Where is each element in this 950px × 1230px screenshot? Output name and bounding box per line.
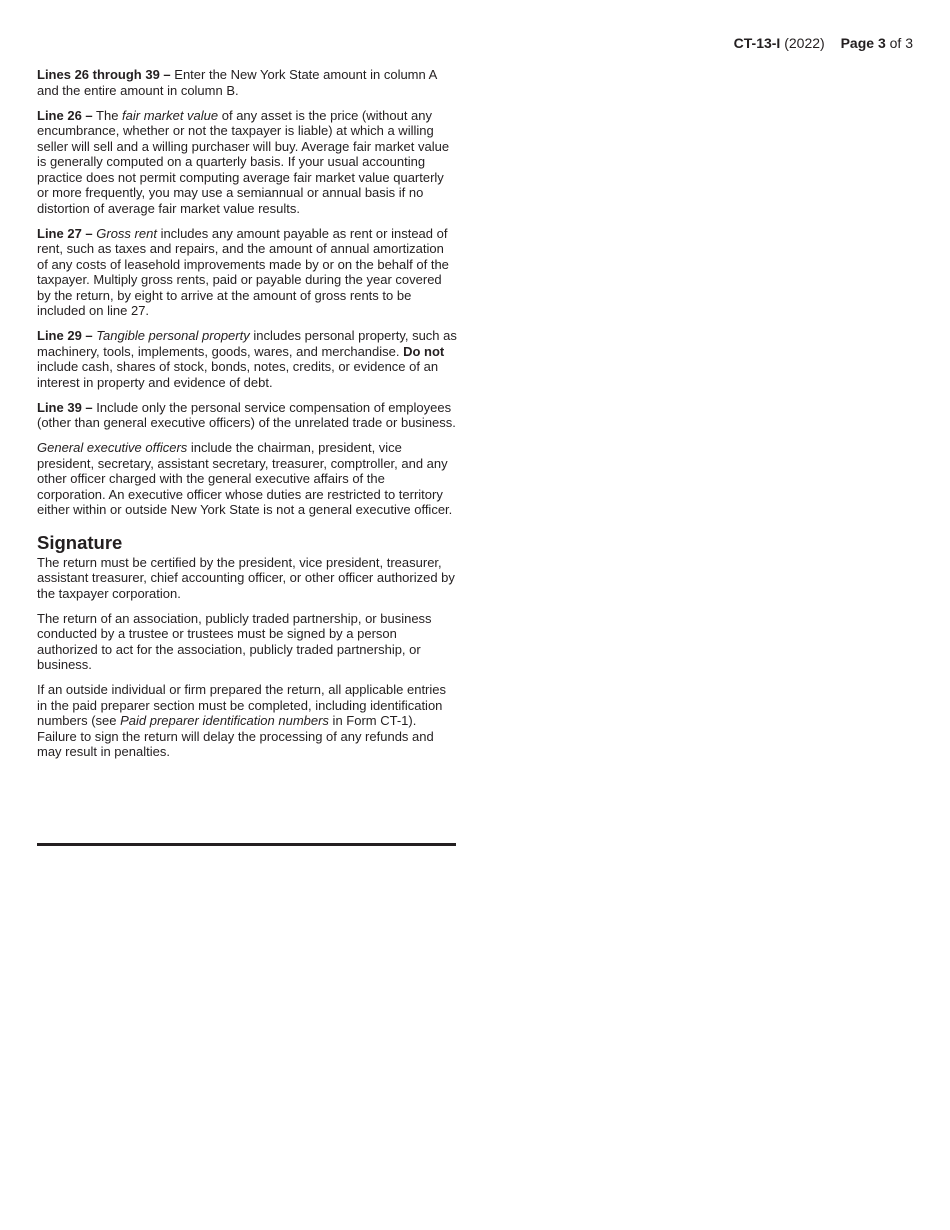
paragraph-text: in Form CT-1). Failure to sign the return will delay the processing of any refunds and may result in penalties. bbox=[37, 713, 434, 759]
paragraph-signature-paid-preparer bbox=[37, 682, 457, 760]
paragraph-label: Line 27 – bbox=[37, 225, 93, 241]
defined-term: Paid preparer identification numbers bbox=[120, 713, 329, 728]
form-year: (2022) bbox=[784, 35, 825, 51]
page-header bbox=[734, 35, 913, 52]
page-word: Page bbox=[840, 35, 875, 51]
paragraph-text: Include only the personal service compensation of employees (other than general executive officers) of the unrelated trade or business. bbox=[37, 399, 456, 430]
paragraph-label: Line 26 – bbox=[37, 107, 93, 123]
paragraph-text: The bbox=[92, 107, 123, 123]
paragraph-line-27 bbox=[37, 226, 457, 319]
paragraph-text: If an outside individual or firm prepared the return, all applicable entries in the paid preparer section must be completed, including identification numbers (see bbox=[37, 682, 447, 728]
defined-term: Tangible personal property bbox=[96, 328, 250, 343]
instructions-column bbox=[37, 67, 457, 769]
paragraph-text: include the chairman, president, vice president, secretary, assistant secretary, treasurer, comptroller, and any other officer charged with the general executive affairs of the corporation. An executive officer whose duties are restricted to territory either within or outside New York State is not a general executive officer. bbox=[37, 440, 453, 517]
page-total: 3 bbox=[905, 35, 913, 51]
paragraph-text: include cash, shares of stock, bonds, notes, credits, or evidence of an interest in property and evidence of debt. bbox=[37, 359, 439, 390]
paragraph-text: includes any amount payable as rent or instead of rent, such as taxes and repairs, and the amount of annual amortization of any costs of leasehold improvements made by or on the behalf of the taxpayer. Multiply gross rents, paid or payable during the year covered by the return, by eight to arrive at the amount of gross rents to be included on line 27. bbox=[37, 225, 449, 318]
paragraph-text: Enter the New York State amount in column A and the entire amount in column B. bbox=[37, 67, 437, 98]
paragraph-label: Line 39 – bbox=[37, 399, 93, 415]
paragraph-line-39 bbox=[37, 400, 457, 431]
paragraph-lines-26-39 bbox=[37, 67, 457, 98]
signature-heading: Signature bbox=[37, 531, 123, 553]
paragraph-label: Lines 26 through 39 – bbox=[37, 67, 171, 82]
emphasis-text: Do not bbox=[403, 343, 445, 359]
of-word: of bbox=[889, 35, 902, 51]
paragraph-text: includes personal property, such as machinery, tools, implements, goods, wares, and merchandise. bbox=[37, 328, 457, 359]
paragraph-signature-certification: The return must be certified by the president, vice president, treasurer, assistant treasurer, chief accounting officer, or other officer authorized by the taxpayer corporation. bbox=[37, 554, 455, 601]
paragraph-signature-association: The return of an association, publicly traded partnership, or business conducted by a trustee or trustees must be signed by a person authorized to act for the association, publicly traded partnership, or business. bbox=[37, 610, 432, 672]
defined-term: Gross rent bbox=[96, 225, 157, 241]
defined-term: General executive officers bbox=[37, 440, 188, 455]
form-id: CT-13-I bbox=[733, 35, 781, 51]
paragraph-line-26 bbox=[37, 108, 457, 217]
section-divider-rule bbox=[37, 843, 456, 846]
paragraph-text: of any asset is the price (without any encumbrance, whether or not the taxpayer is liable) at which a willing seller will sell and a willing purchaser will buy. Average fair market value is generally computed on a quarterly basis. If your usual accounting practice does not permit computing average fair market value quarterly or more frequently, you may use a semiannual or annual basis if no distortion of average fair market value results. bbox=[37, 107, 450, 216]
paragraph-line-29 bbox=[37, 328, 457, 390]
defined-term: fair market value bbox=[122, 107, 219, 123]
paragraph-label: Line 29 – bbox=[37, 328, 93, 343]
paragraph-general-executive-officers bbox=[37, 440, 457, 518]
page-number: 3 bbox=[877, 35, 886, 51]
